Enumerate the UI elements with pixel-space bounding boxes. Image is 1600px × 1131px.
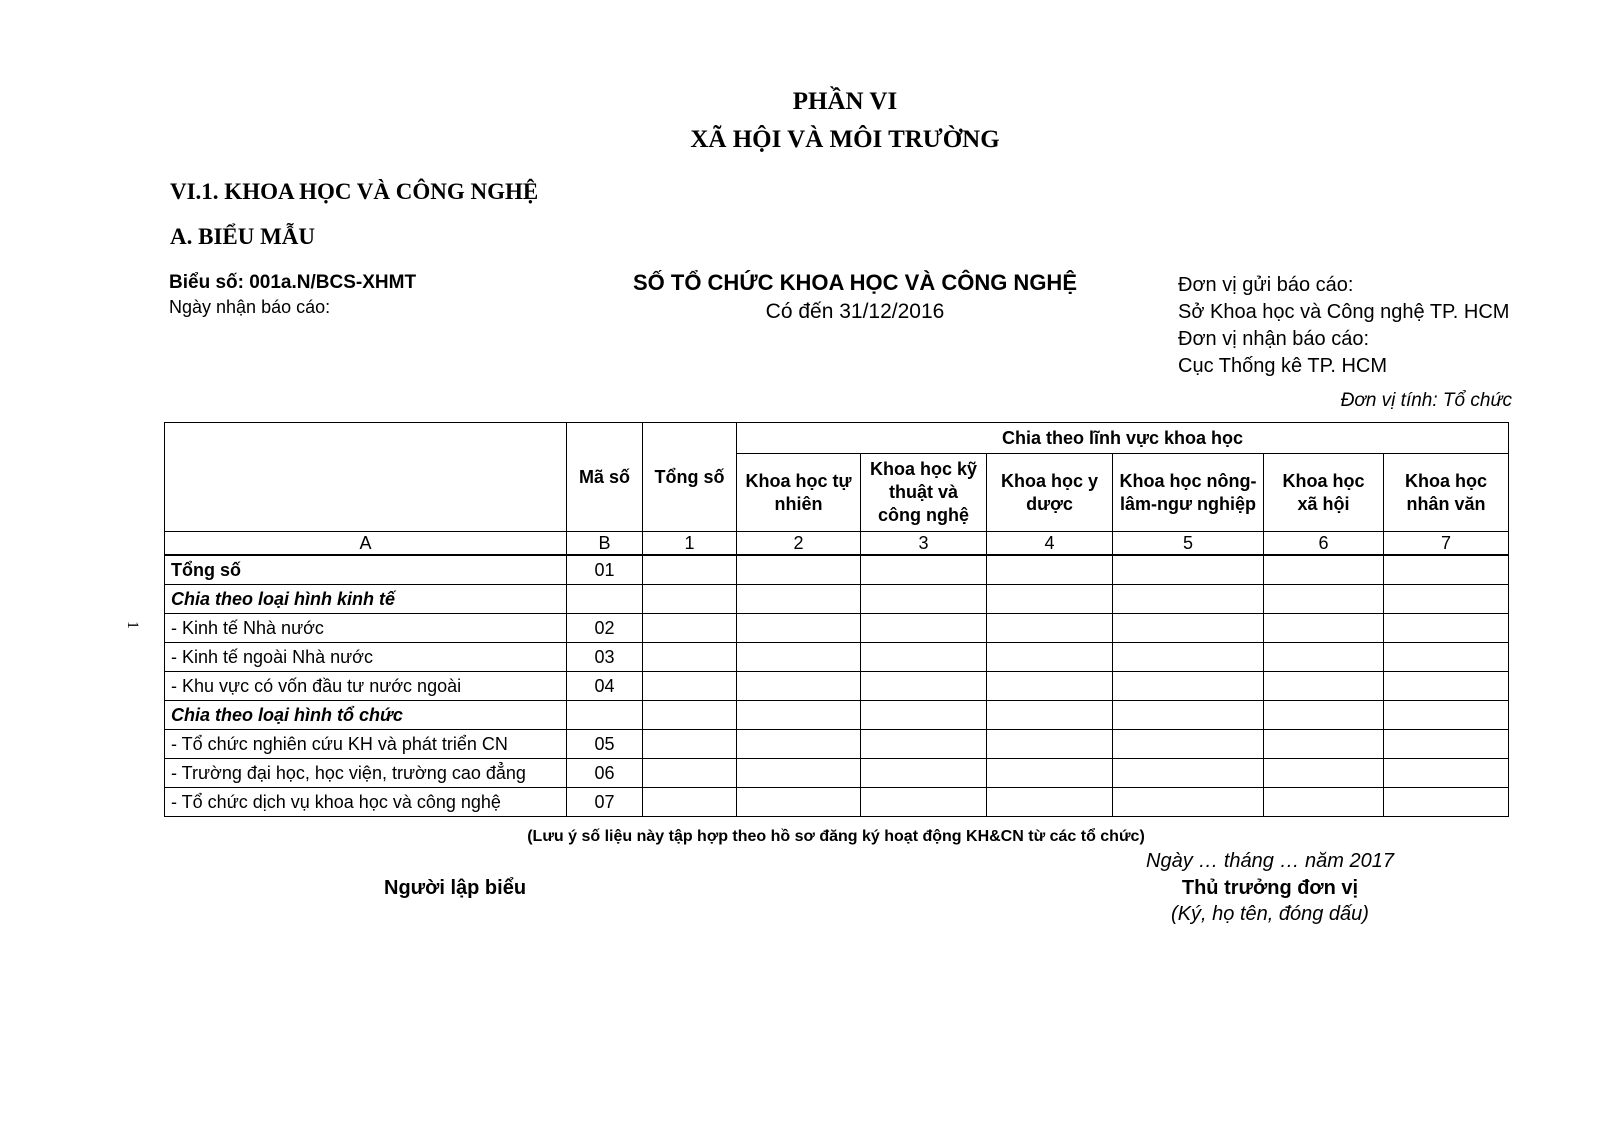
header-total: Tổng số (643, 423, 737, 532)
data-cell (1113, 614, 1264, 643)
row-code: 01 (567, 555, 643, 585)
data-cell (861, 788, 987, 817)
data-cell (1384, 555, 1509, 585)
column-index-row (165, 532, 1509, 556)
data-cell (987, 788, 1113, 817)
row-label: - Kinh tế ngoài Nhà nước (165, 643, 567, 672)
form-header-left (169, 272, 416, 318)
data-cell (737, 672, 861, 701)
sender-label: Đơn vị gửi báo cáo: (1178, 274, 1354, 296)
table-note: (Lưu ý số liệu này tập hợp theo hồ sơ đăng ký hoạt động KH&CN từ các tổ chức) (527, 828, 1145, 845)
data-cell (643, 643, 737, 672)
table-row (165, 788, 1509, 817)
data-cell (1113, 788, 1264, 817)
column-index: 3 (861, 532, 987, 556)
data-cell (1384, 759, 1509, 788)
receiver-label: Đơn vị nhận báo cáo: (1178, 328, 1370, 350)
table-row (165, 614, 1509, 643)
data-cell (987, 555, 1113, 585)
data-cell (1113, 672, 1264, 701)
data-cell (987, 701, 1113, 730)
header-blank (165, 423, 567, 532)
column-index: 4 (987, 532, 1113, 556)
receive-date-label: Ngày nhận báo cáo: (169, 297, 331, 317)
data-cell (1264, 614, 1384, 643)
data-cell (643, 788, 737, 817)
data-cell (987, 585, 1113, 614)
data-table (164, 422, 1509, 817)
data-cell (861, 614, 987, 643)
data-cell (1264, 788, 1384, 817)
data-cell (987, 643, 1113, 672)
table-row (165, 585, 1509, 614)
data-cell (987, 730, 1113, 759)
data-cell (861, 672, 987, 701)
table-row (165, 643, 1509, 672)
data-cell (643, 759, 737, 788)
data-cell (737, 643, 861, 672)
row-code: 04 (567, 672, 643, 701)
table-row (165, 555, 1509, 585)
header-field: Khoa học y dược (987, 454, 1113, 532)
form-code: Biểu số: 001a.N/BCS-XHMT (169, 272, 417, 293)
data-cell (987, 672, 1113, 701)
row-label: - Tổ chức nghiên cứu KH và phát triển CN (165, 730, 567, 759)
data-cell (737, 585, 861, 614)
data-cell (737, 730, 861, 759)
data-cell (1384, 788, 1509, 817)
row-code: 06 (567, 759, 643, 788)
data-cell (1384, 672, 1509, 701)
header-field: Khoa học kỹ thuật và công nghệ (861, 454, 987, 532)
unit-label: Đơn vị tính: Tổ chức (1340, 390, 1512, 411)
data-cell (1113, 585, 1264, 614)
page-number: 1 (124, 621, 141, 629)
data-cell (1264, 701, 1384, 730)
column-index: 6 (1264, 532, 1384, 556)
data-cell (1113, 643, 1264, 672)
data-cell (737, 614, 861, 643)
part-title: PHẦN VI (792, 88, 898, 115)
header-field: Khoa học nông-lâm-ngư nghiệp (1113, 454, 1264, 532)
data-cell (1384, 585, 1509, 614)
row-code: 03 (567, 643, 643, 672)
column-index: A (165, 532, 567, 556)
data-cell (861, 643, 987, 672)
header-field: Khoa học nhân văn (1384, 454, 1509, 532)
table-row (165, 730, 1509, 759)
data-cell (643, 555, 737, 585)
head-note: (Ký, họ tên, đóng dấu) (1171, 903, 1369, 925)
data-cell (737, 701, 861, 730)
data-cell (737, 555, 861, 585)
data-cell (861, 759, 987, 788)
column-index: 5 (1113, 532, 1264, 556)
header-code: Mã số (567, 423, 643, 532)
row-label: Tổng số (165, 555, 567, 585)
data-cell (1264, 730, 1384, 759)
section-title: VI.1. KHOA HỌC VÀ CÔNG NGHỆ (170, 179, 539, 204)
header-field: Khoa học tự nhiên (737, 454, 861, 532)
data-cell (1264, 759, 1384, 788)
receiver: Cục Thống kê TP. HCM (1178, 355, 1387, 377)
table-row (165, 672, 1509, 701)
row-code (567, 585, 643, 614)
data-cell (1384, 701, 1509, 730)
row-label: - Khu vực có vốn đầu tư nước ngoài (165, 672, 567, 701)
data-cell (1264, 643, 1384, 672)
data-cell (1384, 614, 1509, 643)
column-index: B (567, 532, 643, 556)
data-cell (1384, 643, 1509, 672)
form-header-right (1178, 272, 1509, 380)
data-cell (861, 730, 987, 759)
data-cell (1113, 701, 1264, 730)
header-field-group: Chia theo lĩnh vực khoa học (737, 423, 1509, 454)
data-cell (1264, 585, 1384, 614)
head-label: Thủ trưởng đơn vị (1181, 877, 1359, 899)
table-row (165, 701, 1509, 730)
form-subtitle: Có đến 31/12/2016 (765, 300, 945, 323)
data-cell (643, 614, 737, 643)
row-label: - Trường đại học, học viện, trường cao đẳng (165, 759, 567, 788)
row-code: 02 (567, 614, 643, 643)
signature-date: Ngày … tháng … năm 2017 (1146, 850, 1394, 872)
subsection-title: A. BIỂU MẪU (170, 224, 316, 249)
data-cell (643, 730, 737, 759)
form-title: SỐ TỔ CHỨC KHOA HỌC VÀ CÔNG NGHỆ (632, 270, 1077, 295)
row-label: Chia theo loại hình tổ chức (165, 701, 567, 730)
column-index: 7 (1384, 532, 1509, 556)
column-index: 1 (643, 532, 737, 556)
row-code: 05 (567, 730, 643, 759)
data-cell (1113, 759, 1264, 788)
data-cell (643, 585, 737, 614)
data-cell (737, 759, 861, 788)
data-cell (1113, 730, 1264, 759)
row-code: 07 (567, 788, 643, 817)
data-cell (643, 701, 737, 730)
data-cell (643, 672, 737, 701)
part-subtitle: XÃ HỘI VÀ MÔI TRƯỜNG (690, 126, 1000, 153)
data-cell (737, 788, 861, 817)
data-cell (861, 585, 987, 614)
table-row (165, 759, 1509, 788)
data-cell (987, 759, 1113, 788)
row-code (567, 701, 643, 730)
row-label: Chia theo loại hình kinh tế (165, 585, 567, 614)
column-index: 2 (737, 532, 861, 556)
form-header-center (590, 270, 1120, 324)
preparer-label: Người lập biểu (384, 877, 527, 899)
data-cell (1264, 672, 1384, 701)
data-cell (861, 701, 987, 730)
row-label: - Kinh tế Nhà nước (165, 614, 567, 643)
sender: Sở Khoa học và Công nghệ TP. HCM (1178, 301, 1510, 323)
data-cell (1384, 730, 1509, 759)
data-cell (1264, 555, 1384, 585)
header-field: Khoa học xã hội (1264, 454, 1384, 532)
head-signature (1070, 877, 1470, 926)
data-cell (861, 555, 987, 585)
row-label: - Tổ chức dịch vụ khoa học và công nghệ (165, 788, 567, 817)
data-cell (987, 614, 1113, 643)
data-cell (1113, 555, 1264, 585)
